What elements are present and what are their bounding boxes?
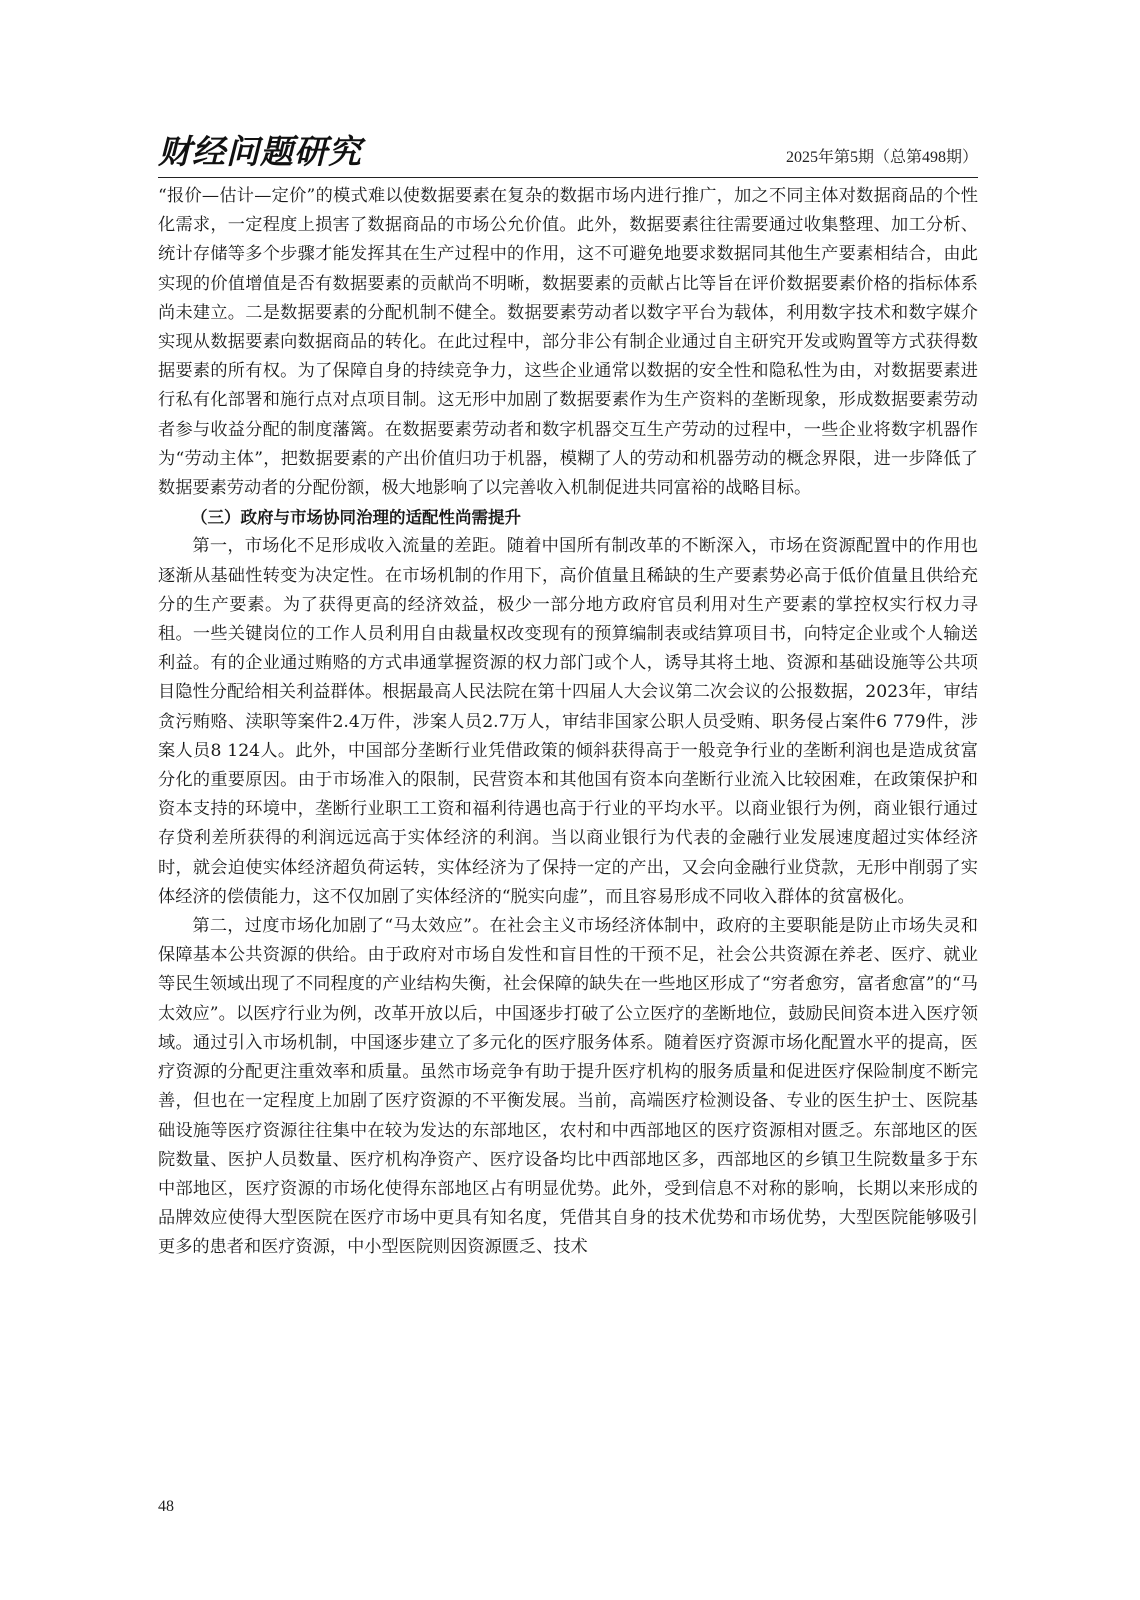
- body-paragraph: “报价—估计—定价”的模式难以使数据要素在复杂的数据市场内进行推广，加之不同主体对数据商品的个性化需求，一定程度上损害了数据商品的市场公允价值。此外，数据要素往往需要通过收集整理、加工分析、统计存储等多个步骤才能发挥其在生产过程中的作用，这不可避免地要求数据同其他生产要素相结合，由此实现的价值增值是否有数据要素的贡献尚不明晰，数据要素的贡献占比等旨在评价数据要素价格的指标体系尚未建立。二是数据要素的分配机制不健全。数据要素劳动者以数字平台为载体，利用数字技术和数字媒介实现从数据要素向数据商品的转化。在此过程中，部分非公有制企业通过自主研究开发或购置等方式获得数据要素的所有权。为了保障自身的持续竞争力，这些企业通常以数据的安全性和隐私性为由，对数据要素进行私有化部署和施行点对点项目制。这无形中加剧了数据要素作为生产资料的垄断现象，形成数据要素劳动者参与收益分配的制度藩篱。在数据要素劳动者和数字机器交互生产劳动的过程中，一些企业将数字机器作为“劳动主体”，把数据要素的产出价值归功于机器，模糊了人的劳动和机器劳动的概念界限，进一步降低了数据要素劳动者的分配份额，极大地影响了以完善收入机制促进共同富裕的战略目标。: [158, 186, 978, 499]
- body-paragraph: 第二，过度市场化加剧了“马太效应”。在社会主义市场经济体制中，政府的主要职能是防止市场失灵和保障基本公共资源的供给。由于政府对市场自发性和盲目性的干预不足，社会公共资源在养老、医疗、就业等民生领域出现了不同程度的产业结构失衡，社会保障的缺失在一些地区形成了“穷者愈穷，富者愈富”的“马太效应”。以医疗行业为例，改革开放以后，中国逐步打破了公立医疗的垄断地位，鼓励民间资本进入医疗领域。通过引入市场机制，中国逐步建立了多元化的医疗服务体系。随着医疗资源市场化配置水平的提高，医疗资源的分配更注重效率和质量。虽然市场竞争有助于提升医疗机构的服务质量和促进医疗保险制度不断完善，但也在一定程度上加剧了医疗资源的不平衡发展。当前，高端医疗检测设备、专业的医生护士、医院基础设施等医疗资源往往集中在较为发达的东部地区，农村和中西部地区的医疗资源相对匮乏。东部地区的医院数量、医护人员数量、医疗机构净资产、医疗设备均比中西部地区多，西部地区的乡镇卫生院数量多于东中部地区，医疗资源的市场化使得东部地区占有明显优势。此外，受到信息不对称的影响，长期以来形成的品牌效应使得大型医院在医疗市场中更具有知名度，凭借其自身的技术优势和市场优势，大型医院能够吸引更多的患者和医疗资源，中小型医院则因资源匮乏、技术: [158, 916, 978, 1258]
- article-body: [158, 182, 978, 1263]
- journal-logo: 财经问题研究: [158, 132, 362, 171]
- section-heading: （三）政府与市场协同治理的适配性尚需提升: [191, 508, 521, 528]
- page-header: [158, 130, 978, 174]
- body-paragraph: 第一，市场化不足形成收入流量的差距。随着中国所有制改革的不断深入，市场在资源配置中的作用也逐渐从基础性转变为决定性。在市场机制的作用下，高价值量且稀缺的生产要素势必高于低价值量且供给充分的生产要素。为了获得更高的经济效益，极少一部分地方政府官员利用对生产要素的掌控权实行权力寻租。一些关键岗位的工作人员利用自由裁量权改变现有的预算编制表或结算项目书，向特定企业或个人输送利益。有的企业通过贿赂的方式串通掌握资源的权力部门或个人，诱导其将土地、资源和基础设施等公共项目隐性分配给相关利益群体。根据最高人民法院在第十四届人大会议第二次会议的公报数据，2023年，审结贪污贿赂、渎职等案件2.4万件，涉案人员2.7万人，审结非国家公职人员受贿、职务侵占案件6 779件，涉案人员8 124人。此外，中国部分垄断行业凭借政策的倾斜获得高于一般竞争行业的垄断利润也是造成贫富分化的重要原因。由于市场准入的限制，民营资本和其他国有资本向垄断行业流入比较困难，在政策保护和资本支持的环境中，垄断行业职工工资和福利待遇也高于行业的平均水平。以商业银行为例，商业银行通过存贷利差所获得的利润远远高于实体经济的利润。当以商业银行为代表的金融行业发展速度超过实体经济时，就会迫使实体经济超负荷运转，实体经济为了保持一定的产出，又会向金融行业贷款，无形中削弱了实体经济的偿债能力，这不仅加剧了实体经济的“脱实向虚”，而且容易形成不同收入群体的贫富极化。: [158, 536, 978, 907]
- issue-info: 2025年第5期（总第498期）: [785, 149, 978, 166]
- page-number: 48: [158, 1498, 174, 1515]
- header-divider: [158, 177, 978, 178]
